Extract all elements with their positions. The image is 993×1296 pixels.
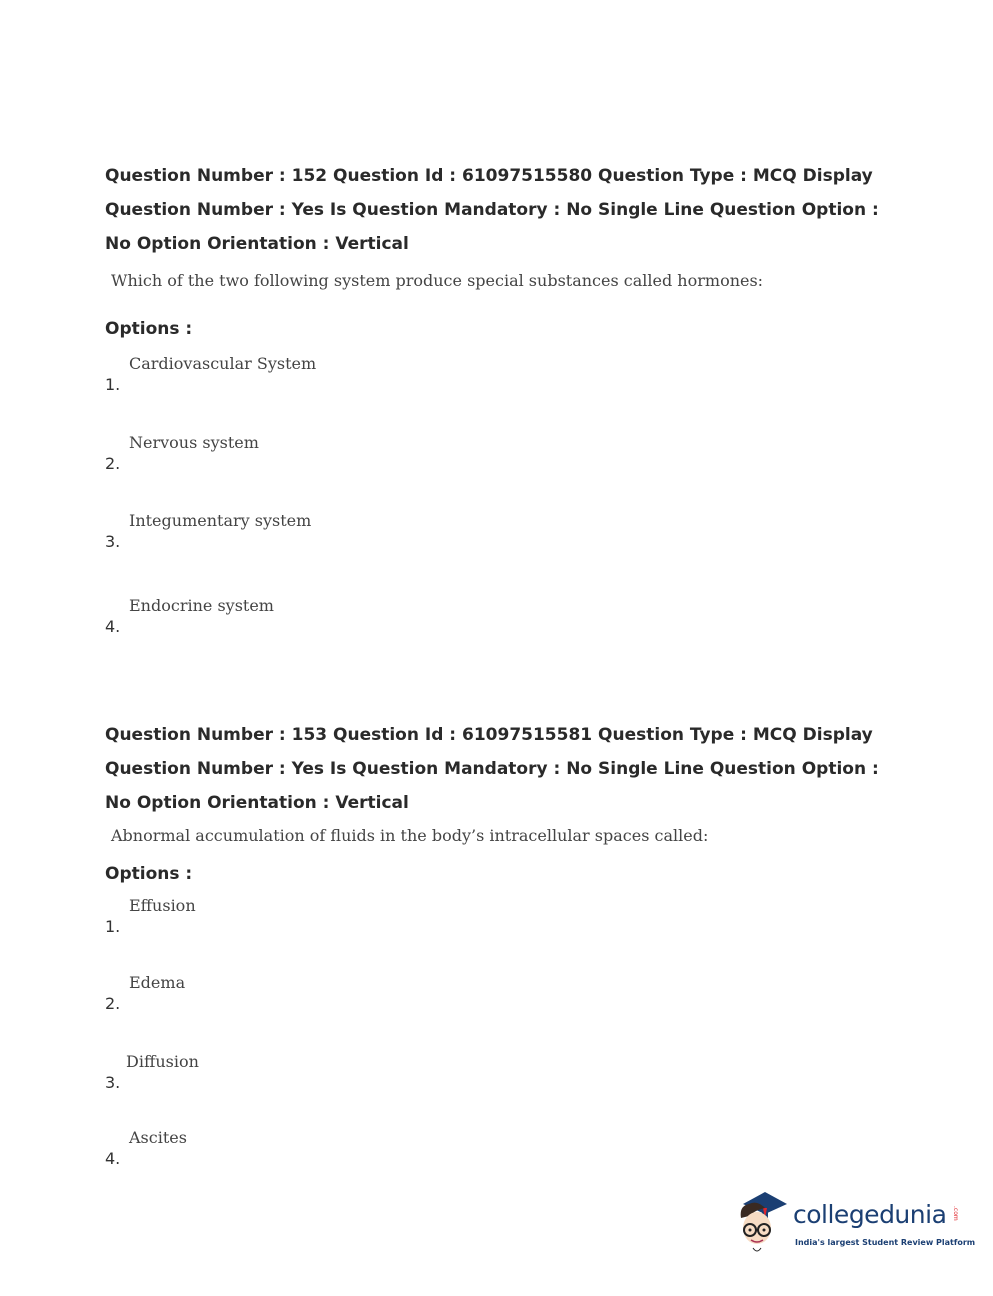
question-text: Abnormal accumulation of fluids in the body’s intracellular spaces called: [111,826,709,845]
option-number: 1. [105,917,121,936]
options-label: Options : [105,864,193,884]
option-text: Ascites [129,1128,187,1147]
option-2[interactable] [105,973,505,1013]
option-text: Diffusion [126,1052,199,1071]
option-number: 4. [105,617,121,636]
question-152 [105,159,905,636]
option-number: 1. [105,375,121,394]
option-3[interactable] [105,511,505,551]
brand-suffix: .com [952,1206,959,1221]
option-number: 3. [105,1073,121,1092]
brand-tagline: India's largest Student Review Platform [795,1238,976,1247]
option-text: Integumentary system [129,511,312,530]
option-number: 4. [105,1149,121,1168]
question-header: Question Number : 153 Question Id : 61097515581 Question Type : MCQ Display Question Number : Yes Is Question Mandatory : No Single Line Question Option : No Option Orientation : Vertical [105,725,879,813]
option-number: 2. [105,994,121,1013]
option-4[interactable] [105,596,505,636]
option-1[interactable] [105,896,505,936]
question-header: Question Number : 152 Question Id : 61097515580 Question Type : MCQ Display Question Number : Yes Is Question Mandatory : No Single Line Question Option : No Option Orientation : Vertical [105,166,879,254]
question-153 [105,718,905,1168]
option-2[interactable] [105,433,505,473]
option-number: 2. [105,454,121,473]
option-text: Cardiovascular System [129,354,317,373]
option-1[interactable] [105,354,505,394]
brand-name: collegedunia [793,1200,947,1229]
question-text: Which of the two following system produce special substances called hormones: [111,271,764,290]
options-label: Options : [105,319,193,339]
option-text: Nervous system [129,433,259,452]
collegedunia-logo [735,1188,976,1258]
mascot-icon [735,1188,795,1258]
option-number: 3. [105,532,121,551]
option-text: Effusion [129,896,196,915]
option-text: Edema [129,973,186,992]
option-3[interactable] [105,1052,505,1092]
option-text: Endocrine system [129,596,274,615]
option-4[interactable] [105,1128,505,1168]
